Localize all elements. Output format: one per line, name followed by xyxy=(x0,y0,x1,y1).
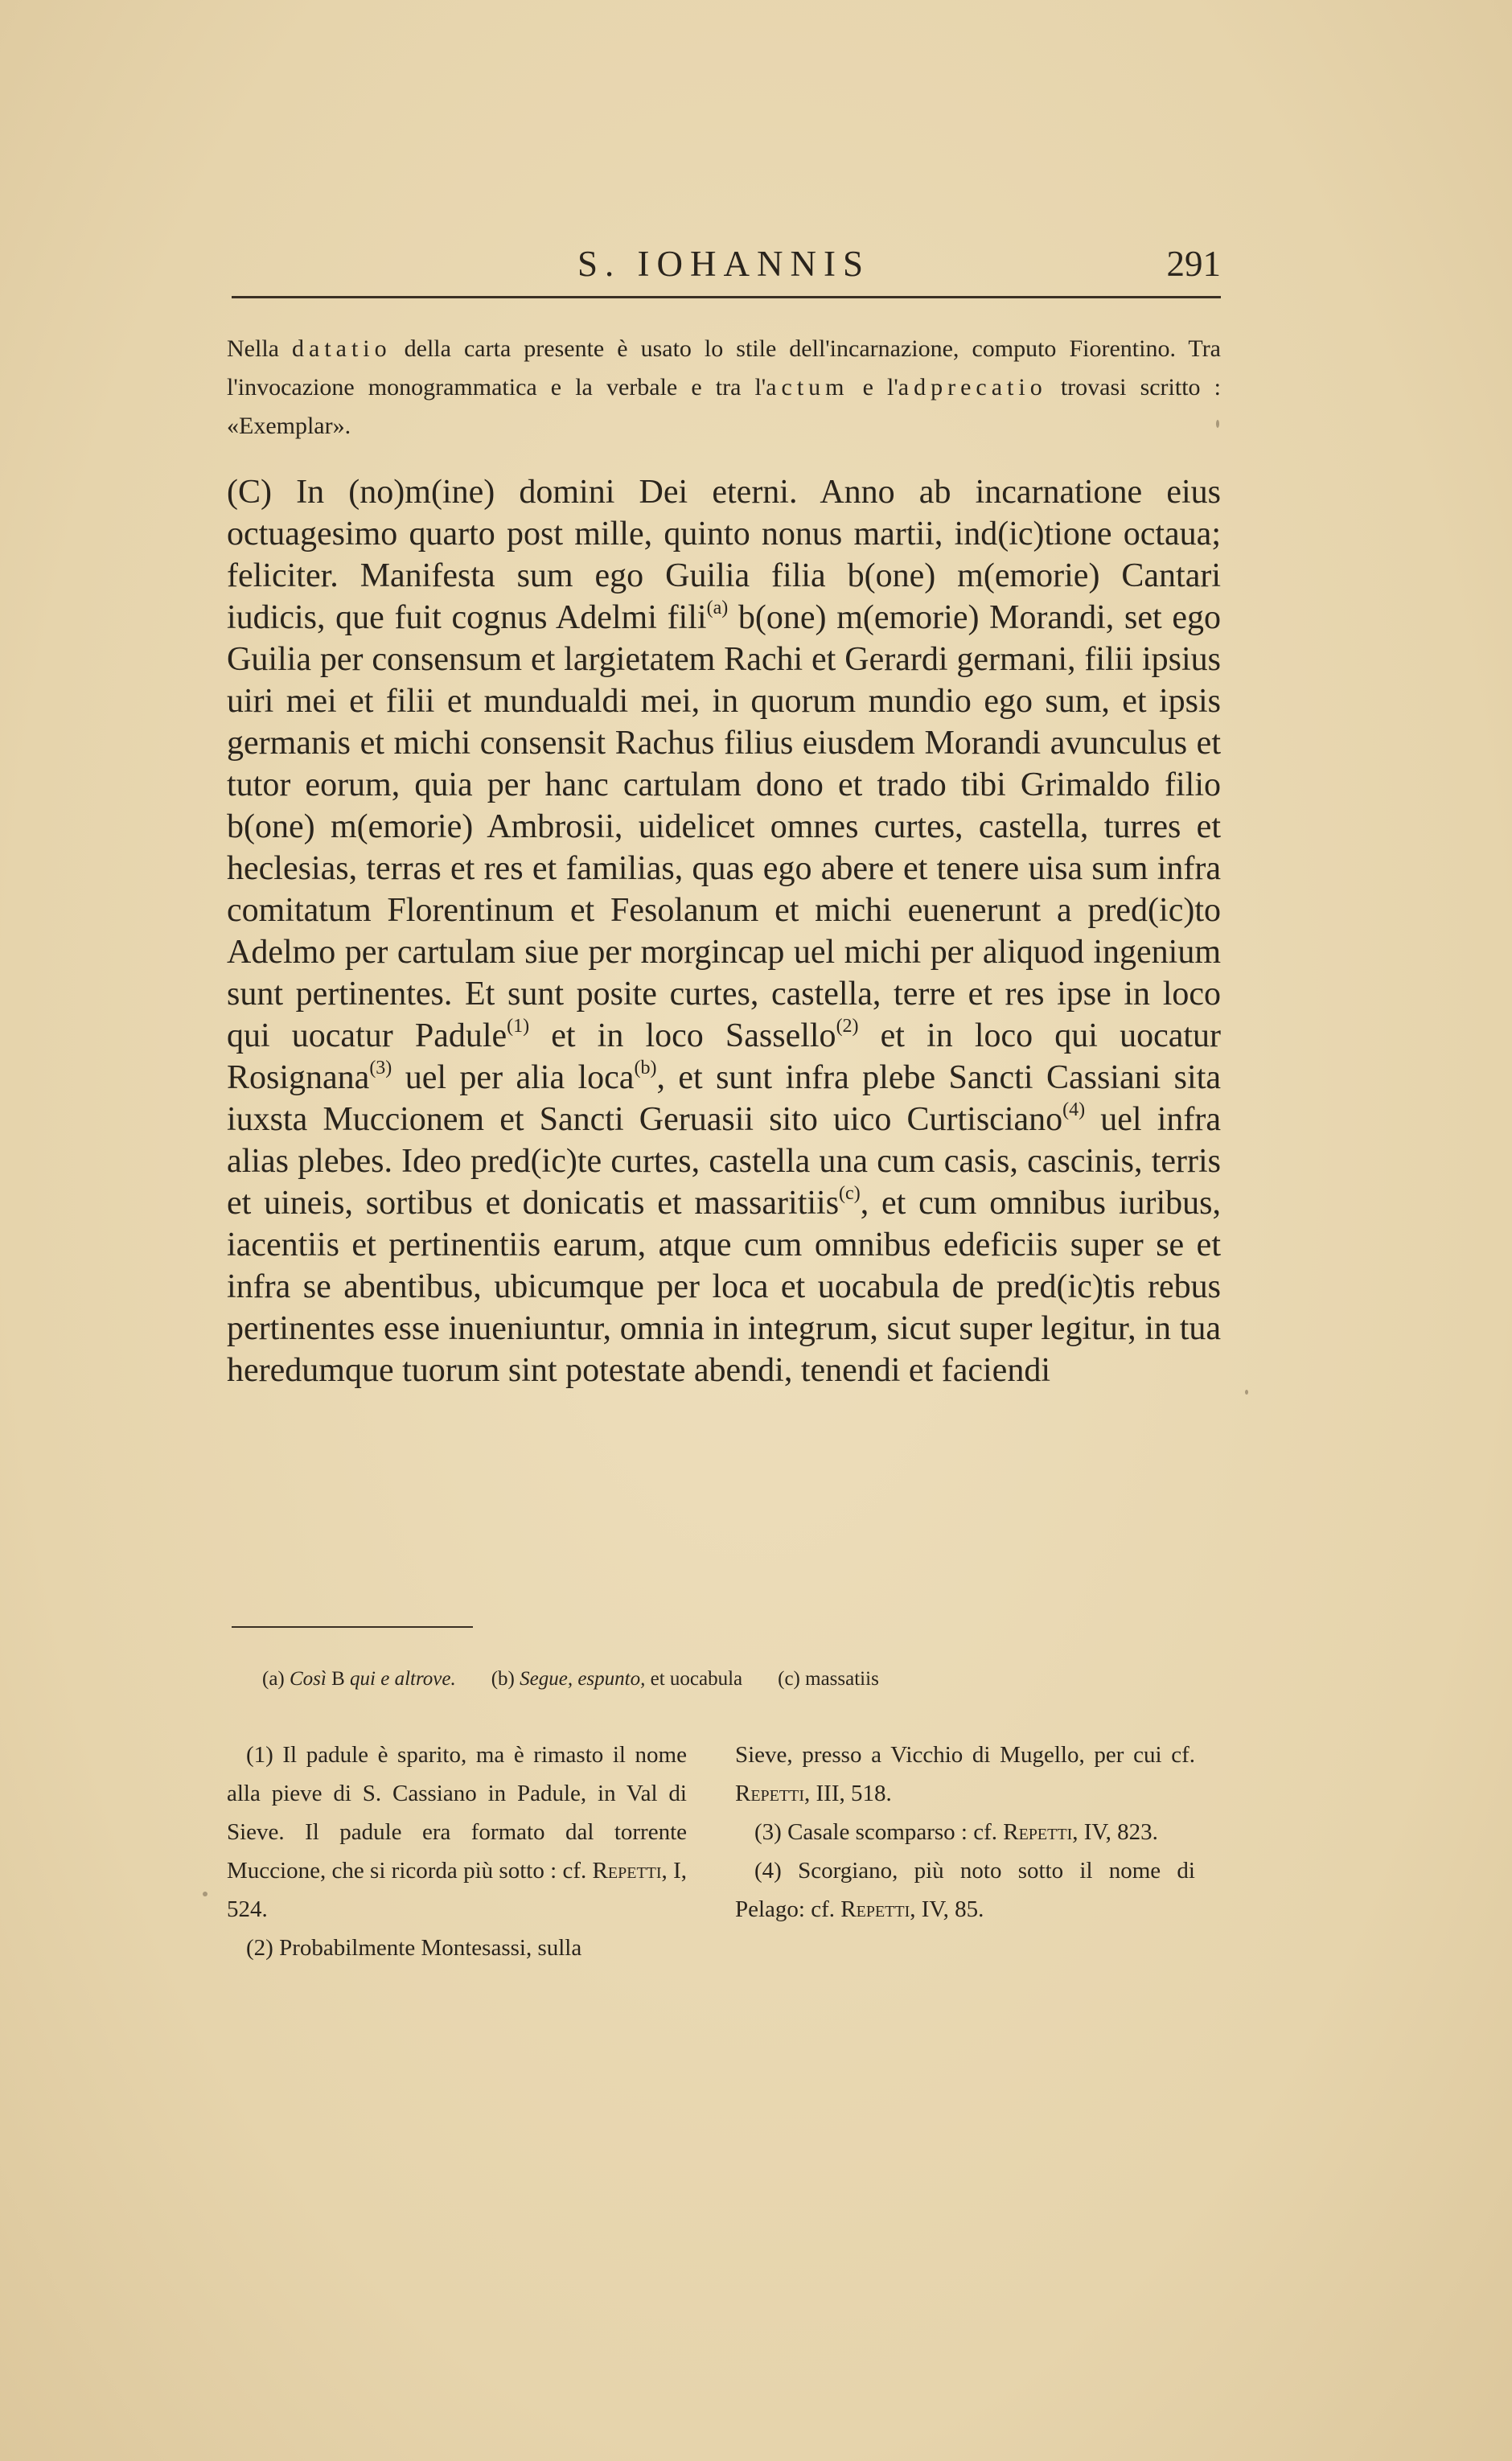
intro-note-text: trovasi scritto : «Exemplar». xyxy=(227,374,1221,439)
footnote-text: , IV, 823. xyxy=(1072,1819,1158,1845)
variant-note-c xyxy=(778,1668,879,1690)
intro-note-text: e l' xyxy=(848,374,898,401)
footnote-2-continued xyxy=(735,1736,1195,1813)
footnote-reference: Repetti xyxy=(735,1781,804,1806)
document-text-segment: b(one) m(emorie) Morandi, set ego Guilia per consensum et largietatem Rachi et Gerardi germani, filii ipsius uiri mei et filii et mundualdi mei, in quorum mundio ego sum, et ipsis germanis et michi consensit Rachus filius eiusdem Morandi avunculus et tutor eorum, quia per hanc cartulam dono et trado tibi Grimaldo filio b(one) m(emorie) Ambrosii, uidelicet omnes curtes, castella, turres et heclesias, terras et res et familias, quas ego abere et tenere uisa sum infra comitatum Florentinum et Fesolanum et michi euenerunt a pred(ic)to Adelmo per cartulam siue per morgincap uel michi per aliquod ingenium sunt pertinentes. Et sunt posite curtes, castella, terre et res ipse in loco qui uocatur Padule xyxy=(227,599,1221,1054)
variant-note-b xyxy=(491,1668,742,1690)
variant-note-mark: (c) xyxy=(778,1668,800,1690)
document-text-segment: uel infra alias plebes. Ideo pred(ic)te curtes, castella una cum casis, cascinis, terris et uineis, sortibus et donicatis et massaritiis xyxy=(227,1101,1222,1222)
footnote-4 xyxy=(735,1851,1195,1929)
document-text-segment: uel per alia loca xyxy=(392,1059,635,1096)
variant-note-a xyxy=(262,1668,456,1690)
footnote-marker-3: (3) xyxy=(369,1058,392,1078)
footnote-reference: Repetti xyxy=(1003,1819,1073,1845)
document-text-segment: , et sunt infra plebe Sancti Cassiani sita iuxsta Muccionem et Sancti Geruasii sito uico Curtisciano xyxy=(227,1059,1221,1138)
variant-note-text: qui e altrove. xyxy=(350,1668,456,1690)
variant-marker-a: (a) xyxy=(706,598,729,618)
page-number: 291 xyxy=(1166,244,1221,284)
header-rule xyxy=(232,296,1221,298)
document-text xyxy=(227,471,1221,1391)
footnote-text: (1) Il padule è sparito, ma è rimasto il nome alla pieve di S. Cassiano in Padule, in Val di Sieve. Il padule era formato dal torrente Muccione, che si ricorda più sotto : cf. xyxy=(227,1742,687,1884)
document-text-segment: et in loco Sassello xyxy=(529,1017,836,1054)
footnote-reference: Repetti xyxy=(592,1858,662,1884)
paper-speck xyxy=(203,1892,207,1896)
footnote-1 xyxy=(227,1736,687,1929)
variant-note-text: Così xyxy=(290,1668,327,1690)
book-page xyxy=(227,0,1221,2461)
variant-note-mark: (b) xyxy=(491,1668,515,1690)
paper-speck xyxy=(1245,1390,1248,1395)
variant-marker-b: (b) xyxy=(634,1058,657,1078)
variant-note-word: et uocabula xyxy=(650,1668,743,1690)
intro-note-text: della carta presente è usato lo stile dell'incarnazione, computo Fiorentino. Tra l'invocazione monogrammatica e la verbale e tra l' xyxy=(227,335,1222,401)
footnote-text: Sieve, presso a Vicchio di Mugello, per cui cf. xyxy=(735,1742,1195,1768)
footnote-text: , I, 524. xyxy=(227,1858,687,1922)
variant-note-sigla: B xyxy=(331,1668,345,1690)
footnote-marker-1: (1) xyxy=(507,1016,530,1037)
intro-note-spaced-term: actum xyxy=(766,374,849,401)
footnote-reference: Repetti xyxy=(840,1896,910,1922)
running-title: S. IOHANNIS xyxy=(577,244,870,284)
footnote-text: (3) Casale scomparso : cf. xyxy=(754,1819,1004,1845)
footnote-text: , III, 518. xyxy=(804,1781,892,1806)
intro-note-spaced-term: adprecatio xyxy=(898,374,1047,401)
footnotes-left-column xyxy=(227,1736,687,1967)
intro-note-text: Nella xyxy=(227,335,292,362)
variant-note-word: massatiis xyxy=(805,1668,879,1690)
variant-note-text: Segue, espunto, xyxy=(520,1668,646,1690)
apparatus-rule xyxy=(232,1626,473,1628)
footnotes-right-column xyxy=(735,1736,1195,1929)
document-text-segment: et in loco qui uocatur Rosignana xyxy=(227,1017,1222,1096)
footnote-text: , IV, 85. xyxy=(910,1896,984,1922)
variant-note-mark: (a) xyxy=(262,1668,285,1690)
footnote-2 xyxy=(227,1929,687,1967)
variant-marker-c: (c) xyxy=(839,1183,861,1204)
intro-note-spaced-term: datatio xyxy=(292,335,392,362)
footnote-3 xyxy=(735,1813,1195,1851)
footnote-marker-2: (2) xyxy=(836,1016,859,1037)
footnote-text: (4) Scorgiano, più noto sotto il nome di Pelago: cf. xyxy=(735,1858,1195,1922)
footnote-marker-4: (4) xyxy=(1062,1099,1086,1120)
document-text-segment: (C) In (no)m(ine) domini Dei eterni. Anno ab incarnatione eius octuagesimo quarto post mille, quinto nonus martii, ind(ic)tione octaua; feliciter. Manifesta sum ego Guilia filia b(one) m(emorie) Cantari iudicis, que fuit cognus Adelmi fili xyxy=(227,474,1221,636)
footnote-text: (2) Probabilmente Montesassi, sulla xyxy=(246,1935,582,1961)
critical-apparatus xyxy=(262,1663,1221,1695)
paper-speck xyxy=(1216,420,1219,428)
document-text-segment: , et cum omnibus iuribus, iacentiis et pertinentiis earum, atque cum omnibus edeficiis super se et infra se abentibus, ubicumque per loca et uocabula de pred(ic)tis rebus pertinentes esse inueniuntur, omnia in integrum, sicut super legitur, in tua heredumque tuorum sint potestate abendi, tenendi et faciendi xyxy=(227,1185,1221,1389)
intro-note xyxy=(227,330,1221,446)
running-header xyxy=(227,240,1221,288)
